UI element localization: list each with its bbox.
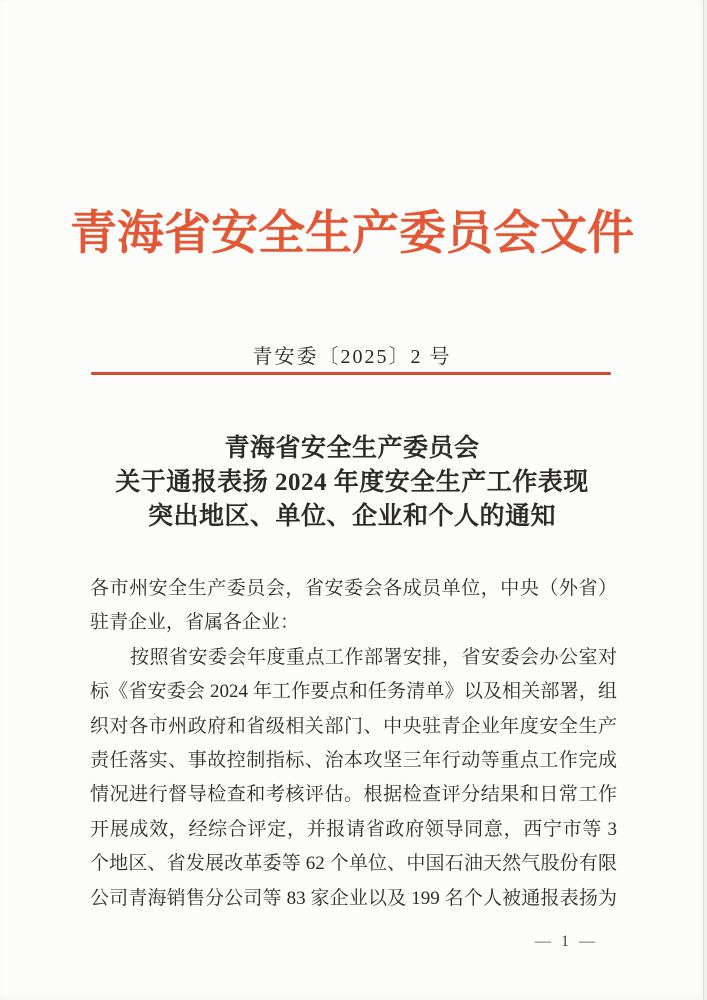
body-line: 情况进行督导检查和考核评估。根据检查评分结果和日常工作	[90, 784, 617, 806]
body-line-salutation-2: 驻青企业，省属各企业：	[90, 612, 300, 634]
body-line: 标《省安委会 2024 年工作要点和任务清单》以及相关部署，组	[90, 681, 617, 703]
body-line: 公司青海销售分公司等 83 家企业以及 199 名个人被通报表扬为	[90, 887, 617, 909]
body-line: 责任落实、事故控制指标、治本攻坚三年行动等重点工作完成	[90, 750, 617, 772]
body-line-salutation-1: 各市州安全生产委员会，省安委会各成员单位，中央（外省）	[90, 578, 617, 599]
red-divider-line	[91, 372, 611, 375]
document-title-line-1: 青海省安全生产委员会	[224, 435, 480, 462]
document-body	[90, 572, 617, 916]
body-line: 开展成效，经综合评定，并报请省政府领导同意，西宁市等 3	[90, 818, 617, 840]
document-title-line-3: 突出地区、单位、企业和个人的通知	[147, 503, 556, 530]
page-number: — 1 —	[535, 933, 598, 950]
document-number: 青安委〔2025〕2 号	[252, 346, 452, 368]
document-title	[0, 432, 704, 534]
document-header-title: 青海省安全生产委员会文件	[70, 208, 634, 260]
body-line-paragraph-start: 按照省安委会年度重点工作部署安排，省安委会办公室对	[130, 646, 617, 668]
document-title-line-2: 关于通报表扬 2024 年度安全生产工作表现	[115, 469, 589, 496]
body-line: 个地区、省发展改革委等 62 个单位、中国石油天然气股份有限	[90, 853, 617, 875]
body-line: 织对各市州政府和省级相关部门、中央驻青企业年度安全生产	[90, 715, 617, 737]
